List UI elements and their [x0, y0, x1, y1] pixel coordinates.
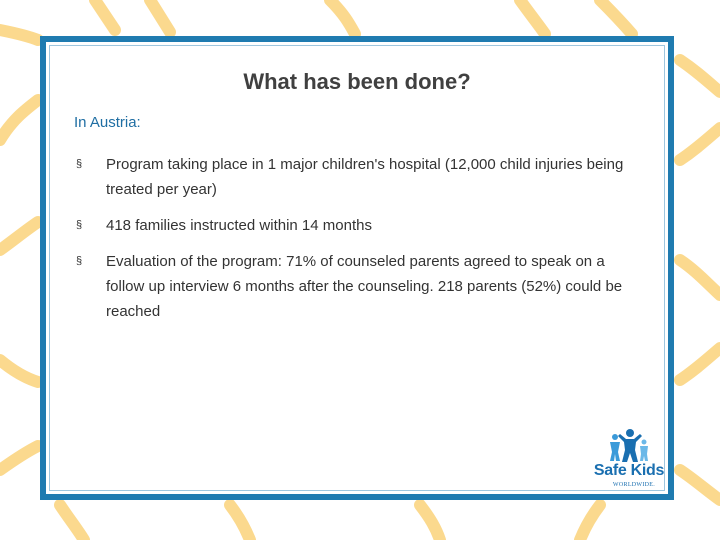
bullet-marker: §: [76, 219, 83, 231]
bullet-text: Evaluation of the program: 71% of counseled parents agreed to speak on a follow up interview 6 months after the counseling. 218 parents (52%) could be reached: [106, 253, 623, 320]
slide-title: What has been done?: [243, 69, 471, 94]
bullet-marker: §: [76, 158, 83, 170]
bullet-text: 418 families instructed within 14 months: [106, 217, 372, 234]
bullet-item: [74, 249, 634, 324]
bullet-item: [74, 213, 634, 238]
logo-wordmark: Safe Kids: [593, 462, 665, 479]
safe-kids-logo: [584, 428, 674, 494]
bullet-item: [74, 152, 634, 202]
slide-frame: [40, 36, 674, 500]
kids-figures-icon: [584, 428, 674, 464]
bullet-list: [74, 152, 634, 335]
slide-subhead: In Austria:: [74, 114, 141, 131]
bullet-marker: §: [76, 255, 83, 267]
logo-subtitle: WORLDWIDE.: [612, 482, 656, 488]
bullet-text: Program taking place in 1 major children's hospital (12,000 child injuries being treated per year): [106, 156, 624, 198]
